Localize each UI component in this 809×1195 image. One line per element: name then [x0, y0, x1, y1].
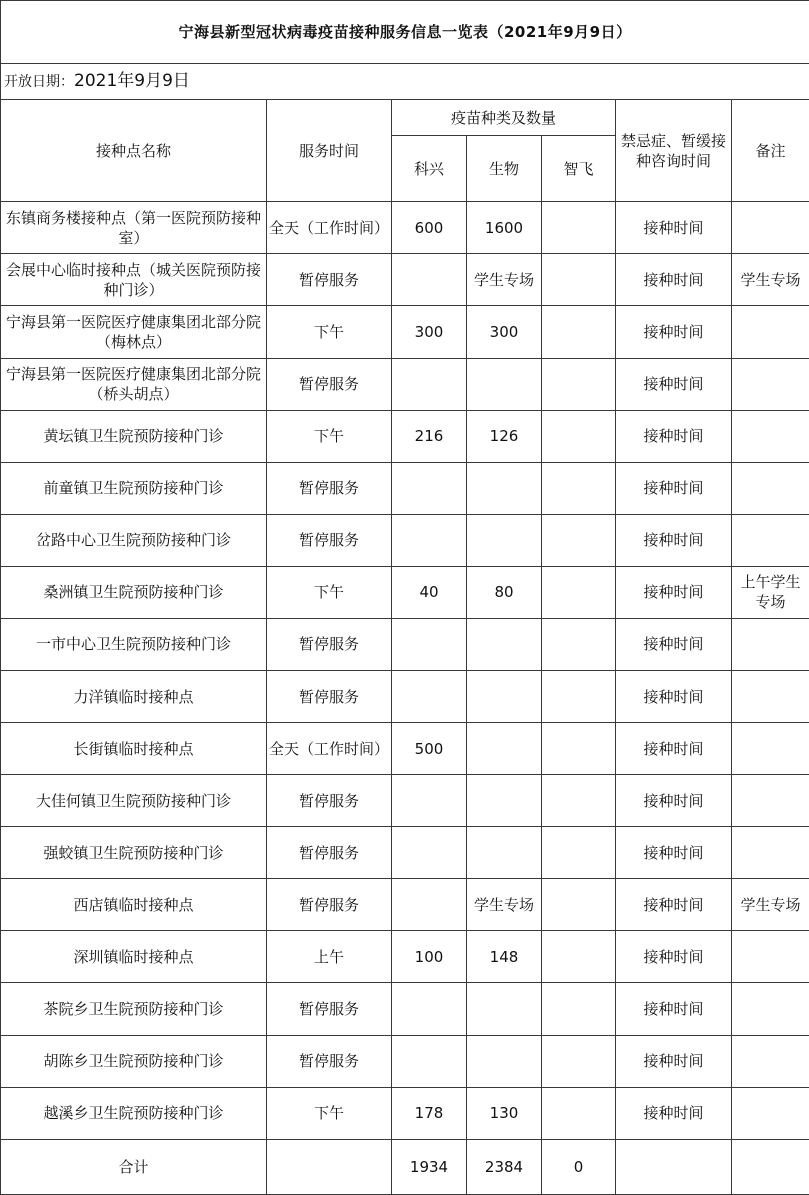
shengwu-count-cell: [467, 983, 542, 1035]
shengwu-count-cell: [467, 671, 542, 723]
consult-time-cell: 接种时间: [616, 254, 732, 306]
header-kexing: 科兴: [392, 136, 467, 202]
zhifei-count-cell: [542, 202, 616, 254]
zhifei-count-cell: [542, 1035, 616, 1087]
note-cell: [732, 306, 809, 358]
shengwu-count-cell: 148: [467, 931, 542, 983]
zhifei-count-cell: [542, 931, 616, 983]
zhifei-count-cell: [542, 827, 616, 879]
note-cell: [732, 827, 809, 879]
table-row: [1, 202, 809, 254]
kexing-count-cell: [392, 254, 467, 306]
site-name-cell: 桑洲镇卫生院预防接种门诊: [1, 566, 267, 618]
consult-time-cell: 接种时间: [616, 410, 732, 462]
table-row: [1, 306, 809, 358]
kexing-count-cell: [392, 462, 467, 514]
note-cell: 上午学生专场: [732, 566, 809, 618]
total-zhifei: 0: [542, 1139, 616, 1194]
consult-time-cell: 接种时间: [616, 618, 732, 670]
table-row: [1, 358, 809, 410]
zhifei-count-cell: [542, 1087, 616, 1139]
service-time-cell: 下午: [267, 566, 392, 618]
note-cell: [732, 723, 809, 775]
zhifei-count-cell: [542, 410, 616, 462]
site-name-cell: 西店镇临时接种点: [1, 879, 267, 931]
table-row: [1, 879, 809, 931]
service-time-cell: 暂停服务: [267, 1035, 392, 1087]
table-row: [1, 775, 809, 827]
site-name-cell: 宁海县第一医院医疗健康集团北部分院（桥头胡点）: [1, 358, 267, 410]
table-row: [1, 254, 809, 306]
shengwu-count-cell: [467, 514, 542, 566]
zhifei-count-cell: [542, 306, 616, 358]
service-time-cell: 上午: [267, 931, 392, 983]
kexing-count-cell: 600: [392, 202, 467, 254]
consult-time-cell: 接种时间: [616, 566, 732, 618]
note-cell: [732, 931, 809, 983]
service-time-cell: 全天（工作时间）: [267, 202, 392, 254]
header-service-time: 服务时间: [267, 100, 392, 202]
shengwu-count-cell: [467, 723, 542, 775]
site-name-cell: 强蛟镇卫生院预防接种门诊: [1, 827, 267, 879]
kexing-count-cell: [392, 514, 467, 566]
kexing-count-cell: 500: [392, 723, 467, 775]
note-cell: [732, 983, 809, 1035]
site-name-cell: 大佳何镇卫生院预防接种门诊: [1, 775, 267, 827]
zhifei-count-cell: [542, 775, 616, 827]
shengwu-count-cell: 130: [467, 1087, 542, 1139]
consult-time-cell: 接种时间: [616, 827, 732, 879]
consult-time-cell: 接种时间: [616, 1035, 732, 1087]
service-time-cell: 暂停服务: [267, 358, 392, 410]
table-row: [1, 514, 809, 566]
service-time-cell: 暂停服务: [267, 983, 392, 1035]
zhifei-count-cell: [542, 462, 616, 514]
service-time-cell: 暂停服务: [267, 879, 392, 931]
shengwu-count-cell: 1600: [467, 202, 542, 254]
total-row: [1, 1139, 809, 1194]
table-row: [1, 566, 809, 618]
note-cell: [732, 1087, 809, 1139]
zhifei-count-cell: [542, 983, 616, 1035]
consult-time-cell: 接种时间: [616, 723, 732, 775]
note-cell: [732, 410, 809, 462]
shengwu-count-cell: 300: [467, 306, 542, 358]
table-row: [1, 462, 809, 514]
site-name-cell: 前童镇卫生院预防接种门诊: [1, 462, 267, 514]
kexing-count-cell: [392, 983, 467, 1035]
table-row: [1, 983, 809, 1035]
open-date-row: [1, 64, 809, 100]
zhifei-count-cell: [542, 879, 616, 931]
table-row: [1, 931, 809, 983]
consult-time-cell: 接种时间: [616, 671, 732, 723]
consult-time-cell: 接种时间: [616, 931, 732, 983]
zhifei-count-cell: [542, 566, 616, 618]
consult-time-cell: 接种时间: [616, 202, 732, 254]
zhifei-count-cell: [542, 514, 616, 566]
shengwu-count-cell: [467, 775, 542, 827]
zhifei-count-cell: [542, 618, 616, 670]
service-time-cell: 暂停服务: [267, 671, 392, 723]
site-name-cell: 会展中心临时接种点（城关医院预防接种门诊）: [1, 254, 267, 306]
site-name-cell: 茶院乡卫生院预防接种门诊: [1, 983, 267, 1035]
total-shengwu: 2384: [467, 1139, 542, 1194]
service-time-cell: 暂停服务: [267, 775, 392, 827]
header-vaccine-group: 疫苗种类及数量: [392, 100, 616, 136]
note-cell: 学生专场: [732, 254, 809, 306]
note-cell: [732, 202, 809, 254]
total-time-cell: [267, 1139, 392, 1194]
site-name-cell: 力洋镇临时接种点: [1, 671, 267, 723]
note-cell: [732, 775, 809, 827]
zhifei-count-cell: [542, 723, 616, 775]
header-site: 接种点名称: [1, 100, 267, 202]
table-row: [1, 410, 809, 462]
site-name-cell: 一市中心卫生院预防接种门诊: [1, 618, 267, 670]
total-label: 合计: [1, 1139, 267, 1194]
kexing-count-cell: 300: [392, 306, 467, 358]
table-row: [1, 827, 809, 879]
total-consult-cell: [616, 1139, 732, 1194]
site-name-cell: 胡陈乡卫生院预防接种门诊: [1, 1035, 267, 1087]
table-row: [1, 671, 809, 723]
site-name-cell: 越溪乡卫生院预防接种门诊: [1, 1087, 267, 1139]
consult-time-cell: 接种时间: [616, 462, 732, 514]
kexing-count-cell: [392, 775, 467, 827]
shengwu-count-cell: [467, 618, 542, 670]
table-row: [1, 1087, 809, 1139]
service-time-cell: 下午: [267, 410, 392, 462]
site-name-cell: 深圳镇临时接种点: [1, 931, 267, 983]
kexing-count-cell: [392, 827, 467, 879]
shengwu-count-cell: 126: [467, 410, 542, 462]
service-time-cell: 暂停服务: [267, 462, 392, 514]
zhifei-count-cell: [542, 254, 616, 306]
shengwu-count-cell: [467, 358, 542, 410]
consult-time-cell: 接种时间: [616, 514, 732, 566]
service-time-cell: 暂停服务: [267, 254, 392, 306]
consult-time-cell: 接种时间: [616, 358, 732, 410]
shengwu-count-cell: 学生专场: [467, 879, 542, 931]
header-zhifei: 智飞: [542, 136, 616, 202]
service-time-cell: 暂停服务: [267, 618, 392, 670]
kexing-count-cell: 100: [392, 931, 467, 983]
kexing-count-cell: [392, 358, 467, 410]
kexing-count-cell: 40: [392, 566, 467, 618]
open-date-label: 开放日期：: [4, 74, 74, 91]
service-time-cell: 暂停服务: [267, 514, 392, 566]
header-consult-time: 禁忌症、暂缓接种咨询时间: [616, 100, 732, 202]
site-name-cell: 东镇商务楼接种点（第一医院预防接种室）: [1, 202, 267, 254]
shengwu-count-cell: 80: [467, 566, 542, 618]
table-row: [1, 618, 809, 670]
service-time-cell: 暂停服务: [267, 827, 392, 879]
note-cell: [732, 462, 809, 514]
service-time-cell: 下午: [267, 1087, 392, 1139]
note-cell: 学生专场: [732, 879, 809, 931]
table-row: [1, 723, 809, 775]
note-cell: [732, 1035, 809, 1087]
consult-time-cell: 接种时间: [616, 983, 732, 1035]
site-name-cell: 岔路中心卫生院预防接种门诊: [1, 514, 267, 566]
table-row: [1, 1035, 809, 1087]
note-cell: [732, 618, 809, 670]
zhifei-count-cell: [542, 358, 616, 410]
note-cell: [732, 514, 809, 566]
site-name-cell: 黄坛镇卫生院预防接种门诊: [1, 410, 267, 462]
total-note-cell: [732, 1139, 809, 1194]
kexing-count-cell: [392, 1035, 467, 1087]
open-date-value: 2021年9月9日: [74, 71, 190, 92]
site-name-cell: 长街镇临时接种点: [1, 723, 267, 775]
kexing-count-cell: [392, 879, 467, 931]
header-shengwu: 生物: [467, 136, 542, 202]
shengwu-count-cell: [467, 462, 542, 514]
shengwu-count-cell: [467, 827, 542, 879]
kexing-count-cell: [392, 671, 467, 723]
site-name-cell: 宁海县第一医院医疗健康集团北部分院（梅林点）: [1, 306, 267, 358]
service-time-cell: 下午: [267, 306, 392, 358]
shengwu-count-cell: 学生专场: [467, 254, 542, 306]
consult-time-cell: 接种时间: [616, 1087, 732, 1139]
consult-time-cell: 接种时间: [616, 306, 732, 358]
service-time-cell: 全天（工作时间）: [267, 723, 392, 775]
total-kexing: 1934: [392, 1139, 467, 1194]
note-cell: [732, 671, 809, 723]
header-note: 备注: [732, 100, 809, 202]
consult-time-cell: 接种时间: [616, 775, 732, 827]
kexing-count-cell: 216: [392, 410, 467, 462]
shengwu-count-cell: [467, 1035, 542, 1087]
kexing-count-cell: [392, 618, 467, 670]
page-title: 宁海县新型冠状病毒疫苗接种服务信息一览表（2021年9月9日）: [1, 1, 809, 64]
zhifei-count-cell: [542, 671, 616, 723]
kexing-count-cell: 178: [392, 1087, 467, 1139]
note-cell: [732, 358, 809, 410]
consult-time-cell: 接种时间: [616, 879, 732, 931]
